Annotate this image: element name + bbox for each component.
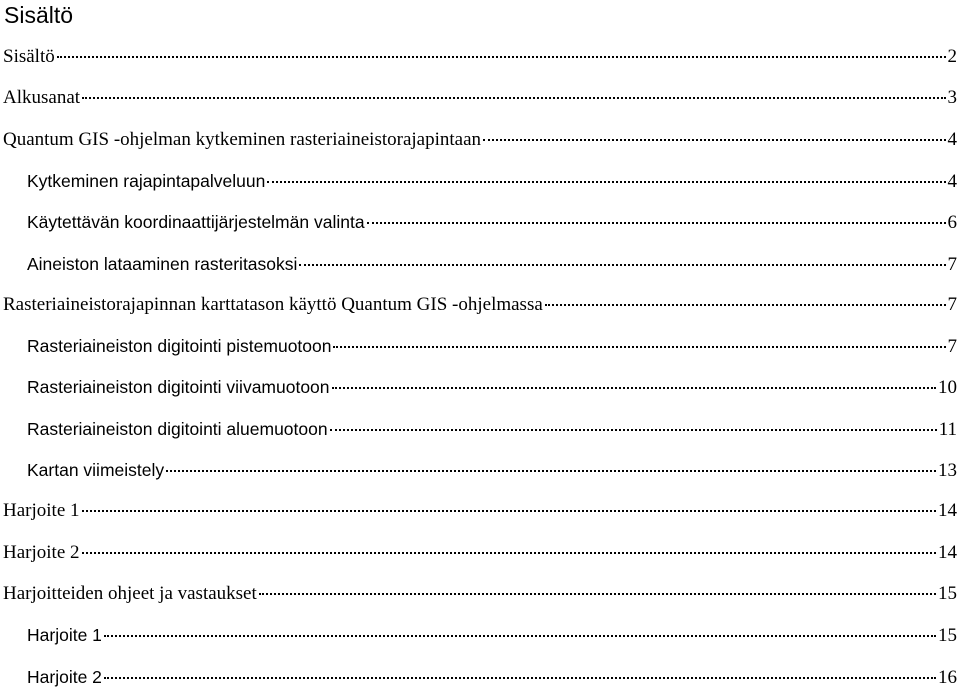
toc-entry[interactable]: [3, 581, 957, 607]
toc-page-number: 14: [938, 500, 957, 522]
toc-entry-title: Harjoite 1: [3, 500, 80, 522]
toc-page-number: 4: [947, 128, 957, 150]
toc-page-number: 7: [947, 336, 957, 358]
toc-entry-title: Käytettävän koordinaattijärjestelmän valinta: [27, 212, 365, 233]
toc-page-number: 15: [938, 582, 957, 604]
toc-page-number: 15: [938, 625, 957, 647]
toc-page-number: 7: [947, 293, 957, 315]
toc-entry-title: Aineiston lataaminen rasteritasoksi: [27, 253, 298, 274]
toc-entry-title: Rasteriaineiston digitointi aluemuotoon: [27, 418, 328, 439]
toc-dot-leader: [483, 139, 945, 141]
toc-page-number: 7: [947, 253, 957, 275]
toc-entry[interactable]: [3, 540, 957, 566]
toc-entry-title: Harjoite 2: [3, 541, 80, 563]
toc-entry[interactable]: [27, 416, 957, 442]
toc-dot-leader: [104, 635, 936, 637]
toc-entry-title: Kartan viimeistely: [27, 460, 165, 480]
toc-entry[interactable]: [3, 44, 957, 70]
toc-dot-leader: [299, 264, 945, 266]
toc-entry[interactable]: [27, 374, 957, 400]
toc-entry[interactable]: [27, 622, 957, 648]
toc-entry-title: Rasteriaineiston digitointi viivamuotoon: [27, 377, 330, 398]
toc-entry[interactable]: [3, 292, 957, 318]
toc-entry[interactable]: [3, 85, 957, 111]
toc-dot-leader: [166, 470, 936, 472]
toc-page-number: 4: [947, 170, 957, 192]
toc-entry[interactable]: [27, 664, 957, 690]
toc-entry-title: Harjoitteiden ohjeet ja vastaukset: [3, 582, 257, 604]
toc-entry[interactable]: [27, 457, 957, 483]
toc-dot-leader: [545, 304, 946, 306]
toc-entry-title: Rasteriaineiston digitointi pistemuotoon: [27, 336, 332, 357]
toc-dot-leader: [333, 346, 945, 348]
toc-entry[interactable]: [27, 209, 957, 235]
toc-entry-title: Alkusanat: [3, 87, 81, 109]
toc-dot-leader: [330, 429, 937, 431]
toc-page-number: 11: [938, 418, 957, 440]
toc-page-number: 6: [947, 212, 957, 234]
toc-entry-title: Sisältö: [3, 46, 55, 67]
toc-entry[interactable]: [27, 168, 957, 194]
toc-page-number: 2: [947, 46, 957, 67]
toc-entry[interactable]: [3, 498, 957, 524]
toc-entry-title: Rasteriaineistorajapinnan karttatason käyttö Quantum GIS -ohjelmassa: [3, 293, 543, 315]
toc-page-number: 13: [938, 460, 957, 481]
toc-dot-leader: [332, 387, 936, 389]
toc-dot-leader: [82, 510, 936, 512]
toc-page-number: 3: [947, 87, 957, 109]
toc-dot-leader: [57, 56, 946, 58]
toc-heading: Sisältö: [4, 2, 74, 28]
toc-entry-title: Quantum GIS -ohjelman kytkeminen rasteriaineistorajapintaan: [3, 128, 482, 150]
toc-dot-leader: [267, 181, 945, 183]
toc-page-number: 10: [938, 377, 957, 399]
toc-entry-title: Harjoite 1: [27, 625, 102, 646]
toc-entry[interactable]: [3, 127, 957, 153]
toc-dot-leader: [104, 677, 936, 679]
toc-page-number: 14: [938, 541, 957, 563]
toc-dot-leader: [82, 552, 936, 554]
toc-dot-leader: [367, 222, 946, 224]
toc-dot-leader: [82, 97, 945, 99]
toc-entry-title: Kytkeminen rajapintapalveluun: [27, 170, 266, 191]
toc-entry[interactable]: [27, 333, 957, 359]
toc-entry-title: Harjoite 2: [27, 666, 102, 687]
toc-page-number: 16: [938, 666, 957, 688]
toc-dot-leader: [259, 593, 936, 595]
toc-entry[interactable]: [27, 251, 957, 277]
